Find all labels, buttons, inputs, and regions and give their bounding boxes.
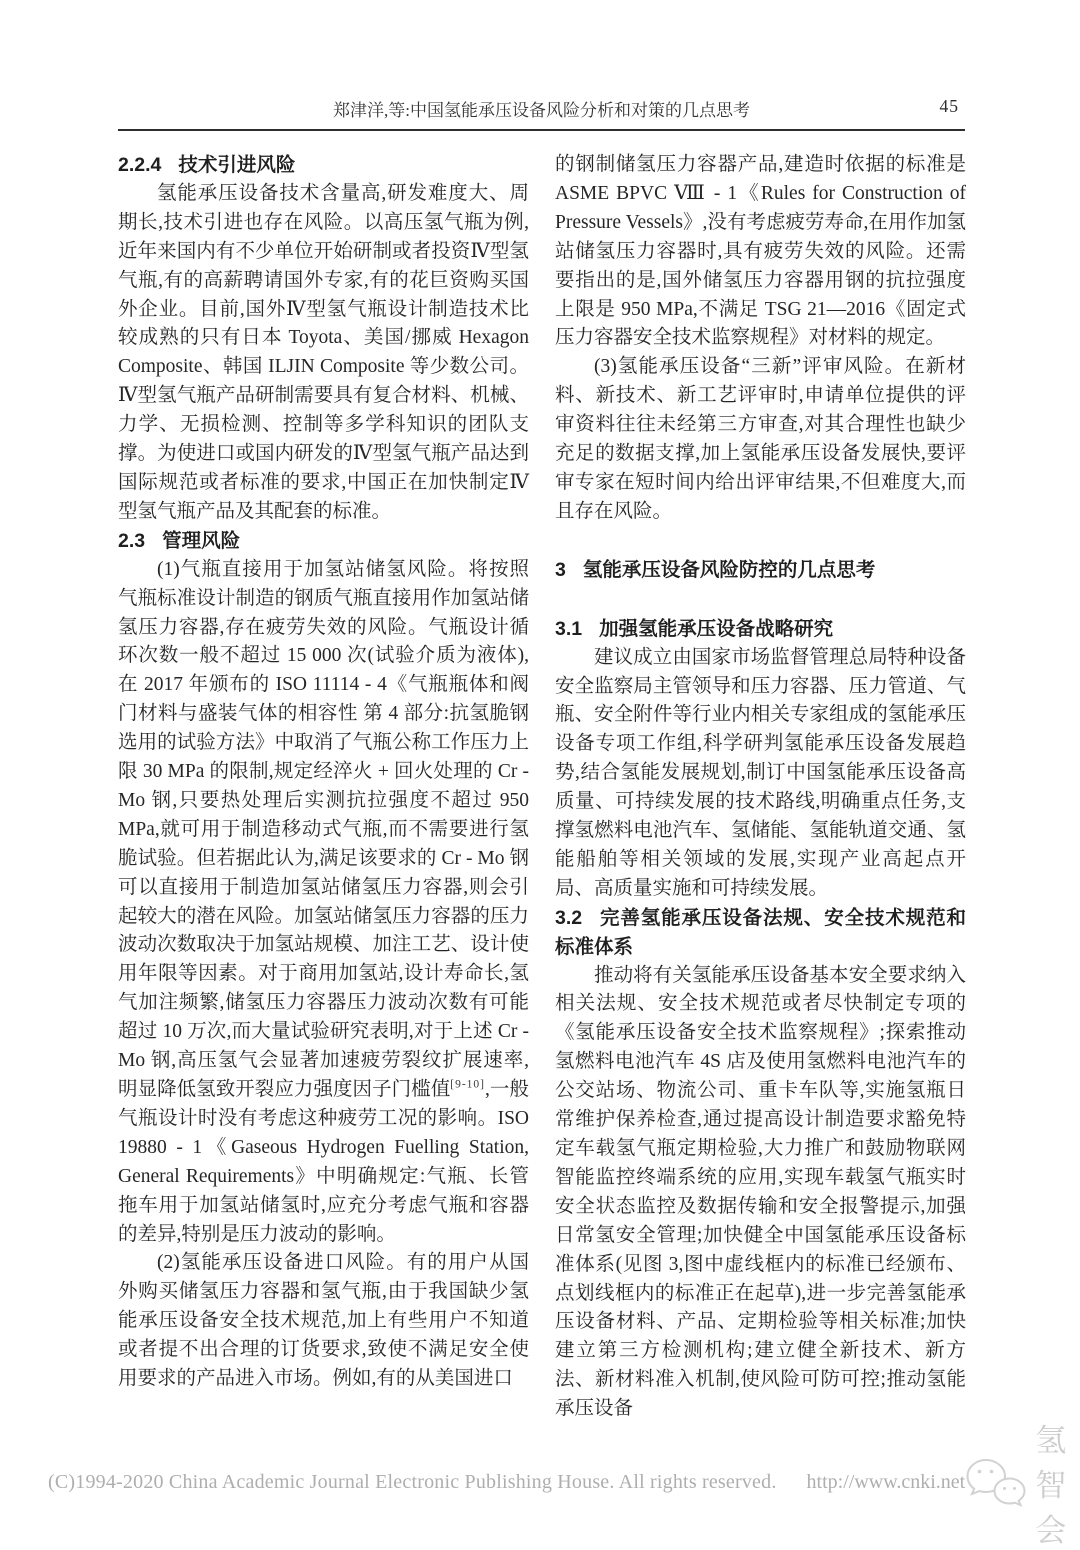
- paragraph-regulation-standards: 推动将有关氢能承压设备基本安全要求纳入相关法规、安全技术规范或者尽快制定专项的《氢能承压设备安全技术监察规程》;探索推动氢燃料电池汽车 4S 店及使用氢燃料电池汽车的公交站场、物流公司、重卡车队等,实施氢瓶日常维护保养检查,通过提高设计制造要求豁免特定车载氢气瓶定期检验,大力推广和鼓励物联网智能监控终端系统的应用,实现车载氢气瓶实时安全状态监控及数据传输和安全报警提示,加强日常氢安全管理;加快健全中国氢能承压设备标准体系(见图 3,图中虚线框内的标准已经颁布、点划线框内的标准正在起草),进一步完善氢能承压设备材料、产品、定期检验等相关标准;加快建立第三方检测机构;建立健全新技术、新方法、新材料准入机制,使风险可防可控;推动氢能承压设备: [555, 964, 966, 1420]
- footer-brand: [965, 1415, 1069, 1550]
- heading-number: 3.1: [555, 617, 583, 640]
- header-rule: [118, 129, 965, 131]
- heading-number: 3.2: [555, 906, 583, 929]
- heading-3-1: [555, 615, 966, 644]
- running-head: [118, 96, 965, 121]
- heading-2-3: [118, 527, 529, 556]
- heading-number: 2.3: [118, 529, 146, 552]
- paragraph-tech-import-risk: 氢能承压设备技术含量高,研发难度大、周期长,技术引进也存在风险。以高压氢气瓶为例,近年来国内有不少单位开始研制或者投资Ⅳ型氢气瓶,有的高薪聘请国外专家,有的花巨资购买国外企业。目前,国外Ⅳ型氢气瓶设计制造技术比较成熟的只有日本 Toyota、美国/挪威 Hexagon Composite、韩国 ILJIN Composite 等少数公司。Ⅳ型氢气瓶产品研制需要具有复合材料、机械、力学、无损检测、控制等多学科知识的团队支撑。为使进口或国内研发的Ⅳ型氢气瓶产品达到国际规范或者标准的要求,中国正在加快制定Ⅳ型氢气瓶产品及其配套的标准。: [118, 182, 529, 522]
- heading-3: [555, 556, 966, 585]
- paragraph-strategy-research: 建议成立由国家市场监督管理总局特种设备安全监察局主管领导和压力容器、压力管道、气瓶、安全附件等行业内相关专家组成的氢能承压设备专项工作组,科学研判氢能承压设备发展趋势,结合氢能发展规划,制订中国氢能承压设备高质量、可持续发展的技术路线,明确重点任务,支撑氢燃料电池汽车、氢储能、氢能轨道交通、氢能船舶等相关领域的发展,实现产业高起点开局、高质量实施和可持续发展。: [555, 646, 966, 899]
- footer-logo-text: 氢智会: [1035, 1422, 1070, 1548]
- citation-ref: [9-10]: [450, 1078, 486, 1091]
- footer-copyright: (C)1994-2020 China Academic Journal Electronic Publishing House. All rights reserved.: [48, 1470, 777, 1493]
- page-footer: [48, 1422, 1070, 1548]
- running-title: 郑津洋,等:中国氢能承压设备风险分析和对策的几点思考: [333, 101, 750, 120]
- article-body: [118, 151, 967, 1424]
- heading-title: 氢能承压设备风险防控的几点思考: [582, 558, 876, 581]
- paragraph-text: ,一般气瓶设计时没有考虑这种疲劳工况的影响。ISO 19880 - 1《Gaseous Hydrogen Fuelling Station, General Requirements》中明确规定:气瓶、长管拖车用于加氢站储氢时,应充分考虑气瓶和容器的差异,特别是压力波动的影响。: [118, 1079, 529, 1245]
- paragraph-import-risk: (2)氢能承压设备进口风险。有的用户从国外购买储氢压力容器和氢气瓶,由于我国缺少氢能承压设备安全技术规范,加上有些用户不知道或者提不出合理的订货要求,致使不满足安全使用要求的产品进入市场。例如,有的从美国进口: [118, 1252, 529, 1390]
- footer-url: http://www.cnki.net: [806, 1470, 966, 1493]
- heading-2-2-4: [118, 151, 529, 180]
- heading-3-2: [555, 904, 966, 962]
- heading-number: 2.2.4: [118, 154, 162, 176]
- heading-title: 加强氢能承压设备战略研究: [599, 617, 834, 640]
- heading-title: 技术引进风险: [178, 154, 296, 176]
- heading-number: 3: [555, 558, 566, 581]
- page-number: 45: [939, 96, 959, 116]
- paragraph-text: (1)气瓶直接用于加氢站储氢风险。将按照气瓶标准设计制造的钢质气瓶直接用作加氢站储氢压力容器,存在疲劳失效的风险。气瓶设计循环次数一般不超过 15 000 次(试验介质为液体),在 2017 年颁布的 ISO 11114 - 4《气瓶瓶体和阀门材料与盛装气体的相容性 第 4 部分:抗氢脆钢选用的试验方法》中取消了气瓶公称工作压力上限 30 MPa 的限制,规定经淬火 + 回火处理的 Cr - Mo 钢,只要热处理后实测抗拉强度不超过 950 MPa,就可用于制造移动式气瓶,而不需要进行氢脆试验。但若据此认为,满足该要求的 Cr - Mo 钢可以直接用于制造加氢站储氢压力容器,则会引起较大的潜在风险。加氢站储氢压力容器的压力波动次数取决于加氢站规模、加注工艺、设计使用年限等因素。对于商用加氢站,设计寿命长,氢气加注频繁,储氢压力容器压力波动次数有可能超过 10 万次,而大量试验研究表明,对于上述 Cr - Mo 钢,高压氢气会显著加速疲劳裂纹扩展速率,明显降低氢致开裂应力强度因子门槛值: [118, 558, 529, 1100]
- column-right: [555, 151, 966, 1424]
- column-left: [118, 151, 529, 1394]
- paragraph-import-risk-continued: 的钢制储氢压力容器产品,建造时依据的标准是 ASME BPVC Ⅷ - 1《Rules for Construction of Pressure Vessels》,没有考虑疲劳寿命,在用作加氢站储氢压力容器时,具有疲劳失效的风险。还需要指出的是,国外储氢压力容器用钢的抗拉强度上限是 950 MPa,不满足 TSG 21—2016《固定式压力容器安全技术监察规程》对材料的规定。: [555, 154, 966, 349]
- heading-title: 完善氢能承压设备法规、安全技术规范和标准体系: [555, 906, 966, 958]
- heading-title: 管理风险: [162, 529, 241, 552]
- wechat-icon: [965, 1456, 1027, 1508]
- paragraph-three-new-review-risk: (3)氢能承压设备“三新”评审风险。在新材料、新技术、新工艺评审时,申请单位提供的评审资料往往未经第三方审查,对其合理性也缺少充足的数据支撑,加上氢能承压设备发展快,要评审专家在短时间内给出评审结果,不但难度大,而且存在风险。: [555, 356, 966, 522]
- paragraph-cylinder-storage-risk: [118, 556, 529, 1250]
